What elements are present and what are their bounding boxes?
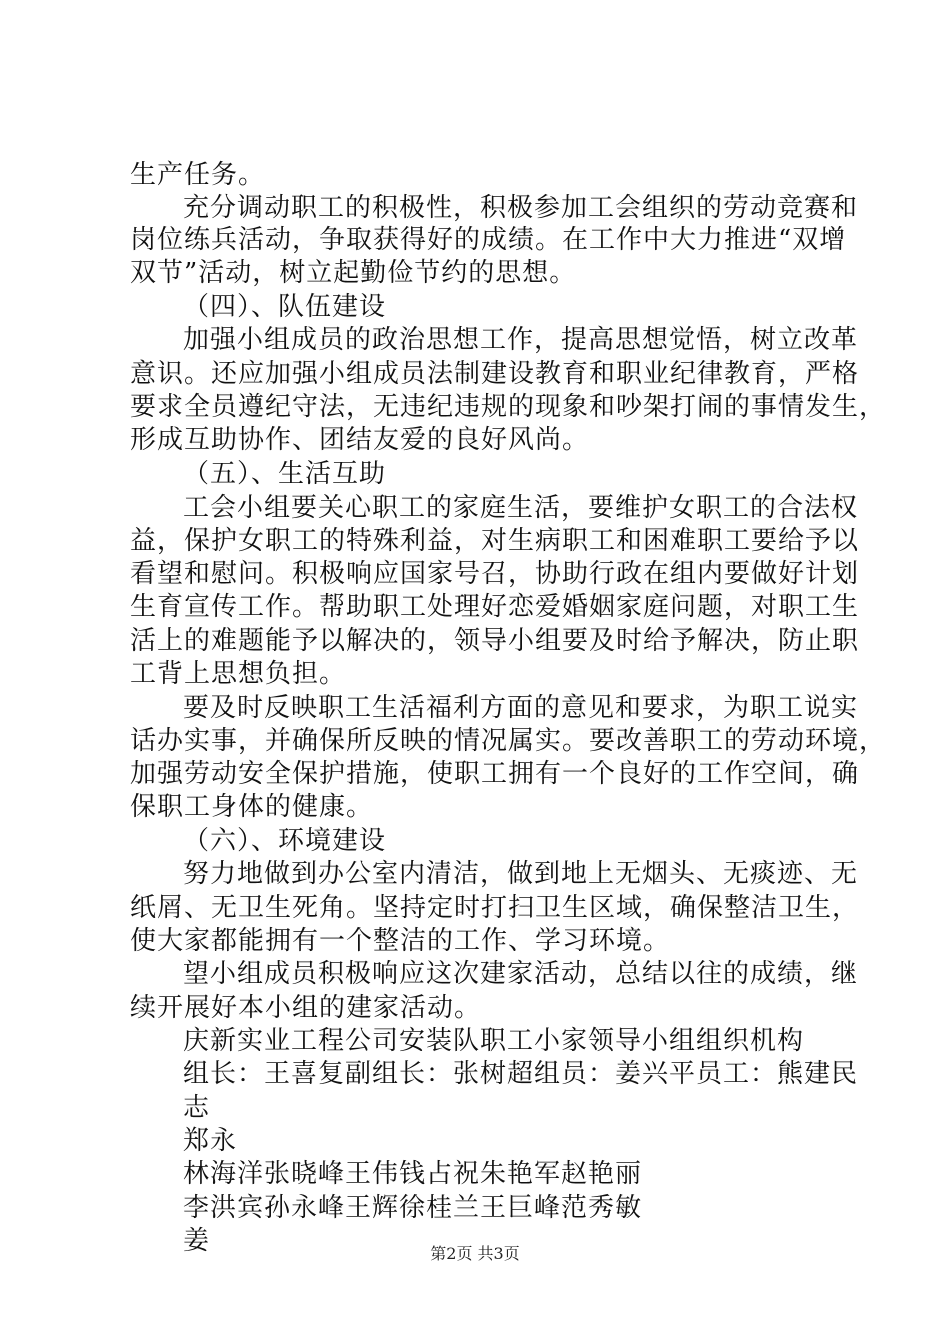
text-line: 努力地做到办公室内清洁，做到地上无烟头、无痰迹、无	[183, 859, 859, 889]
text-line: 加强劳动安全保护措施，使职工拥有一个良好的工作空间，确	[130, 759, 860, 789]
text-line: 充分调动职工的积极性，积极参加工会组织的劳动竞赛和	[183, 193, 859, 223]
text-line: （五）、生活互助	[183, 459, 387, 489]
text-line: 意识。还应加强小组成员法制建设教育和职业纪律教育，严格	[130, 359, 860, 389]
text-line: 话办实事，并确保所反映的情况属实。要改善职工的劳动环境，	[130, 726, 887, 756]
text-line: 看望和慰问。积极响应国家号召，协助行政在组内要做好计划	[130, 559, 860, 589]
text-line: 李洪宾孙永峰王辉徐桂兰王巨峰范秀敏	[183, 1193, 643, 1223]
text-line: 庆新实业工程公司安装队职工小家领导小组组织机构	[183, 1026, 805, 1056]
text-line: 保职工身体的健康。	[130, 792, 374, 822]
text-line: 要及时反映职工生活福利方面的意见和要求，为职工说实	[183, 693, 859, 723]
text-line: 望小组成员积极响应这次建家活动，总结以往的成绩，继	[183, 959, 859, 989]
text-line: 使大家都能拥有一个整洁的工作、学习环境。	[130, 926, 671, 956]
text-line: 形成互助协作、团结友爱的良好风尚。	[130, 425, 590, 455]
text-line: 岗位练兵活动，争取获得好的成绩。在工作中大力推进“双增	[130, 225, 847, 255]
text-line: 生产任务。	[130, 160, 266, 190]
text-line: 工背上思想负担。	[130, 659, 347, 689]
text-line: 活上的难题能予以解决的，领导小组要及时给予解决，防止职	[130, 626, 860, 656]
text-line: 纸屑、无卫生死角。坚持定时打扫卫生区域，确保整洁卫生，	[130, 893, 860, 923]
text-line: 要求全员遵纪守法，无违纪违规的现象和吵架打闹的事情发生，	[130, 392, 887, 422]
text-line: 组长：王喜复副组长：张树超组员：姜兴平员工：熊建民	[183, 1059, 859, 1089]
text-line: 益，保护女职工的特殊利益，对生病职工和困难职工要给予以	[130, 526, 860, 556]
text-line: 工会小组要关心职工的家庭生活，要维护女职工的合法权	[183, 493, 859, 523]
text-line: （六）、环境建设	[183, 826, 387, 856]
text-line: 双节”活动，树立起勤俭节约的思想。	[130, 258, 577, 288]
text-line: 林海洋张晓峰王伟钱占祝朱艳军赵艳丽	[183, 1159, 643, 1189]
text-line: 续开展好本小组的建家活动。	[130, 993, 482, 1023]
text-line: （四）、队伍建设	[183, 292, 387, 322]
text-line: 志	[183, 1093, 211, 1123]
page-footer: 第2页 共3页	[430, 1244, 520, 1263]
text-line: 生育宣传工作。帮助职工处理好恋爱婚姻家庭问题，对职工生	[130, 592, 860, 622]
text-line: 加强小组成员的政治思想工作，提高思想觉悟，树立改革	[183, 325, 859, 355]
text-line: 姜	[183, 1226, 211, 1256]
text-line: 郑永	[183, 1126, 238, 1156]
